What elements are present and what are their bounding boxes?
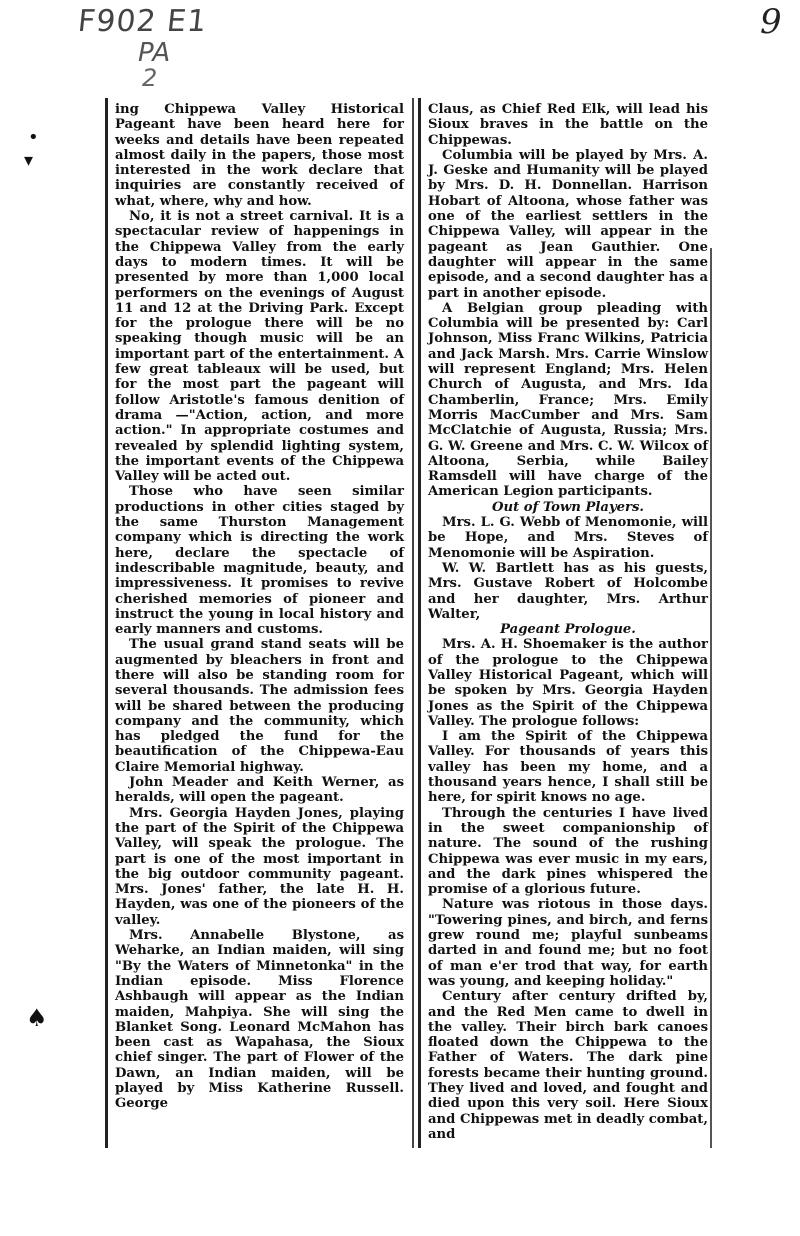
paragraph: Columbia will be played by Mrs. A. J. Geske and Humanity will be played by Mrs. D. H. Donnellan. Harrison Hobart of Altoona, whose father was one of the earliest settlers in the Chippewa Valley, will appear in the pageant as Jean Gauthier. One daughter will appear in the same episode, and a second daughter has a part in another episode. — [428, 147, 708, 301]
pa-annotation: PA — [138, 38, 171, 68]
section-heading-out-of-town-players: Out of Town Players. — [492, 499, 644, 515]
section-heading-pageant-prologue: Pageant Prologue. — [500, 622, 636, 638]
clipping-left-column — [105, 98, 410, 1148]
paragraph: Mrs. L. G. Webb of Menomonie, will be Hope, and Mrs. Steves of Menomonie will be Aspiration. — [428, 515, 708, 561]
paragraph: A Belgian group pleading with Columbia will be presented by: Carl Johnson, Miss Franc Wilkins, Patricia and Jack Marsh. Mrs. Carrie Winslow will represent England; Mrs. Helen Church of Augusta, and Mrs. Ida Chamberlin, France; Mrs. Emily Morris MacCumber and Mrs. Sam McClatchie of Augusta, Russia; Mrs. G. W. Greene and Mrs. C. W. Wilcox of Altoona, Serbia, while Bailey Ramsdell will have charge of the American Legion participants. — [428, 300, 708, 500]
paragraph: Those who have seen similar productions in other cities staged by the same Thurston Management company which is directing the work here, declare the spectacle of indescribable magnitude, beauty, and impressiveness. It promises to revive cherished memories of pioneer and instruct the young in local history and early manners and customs. — [115, 484, 404, 638]
paragraph: Century after century drifted by, and the Red Men came to dwell in the valley. Their birch bark canoes floated down the Chippewa to the Father of Waters. The dark pine forests became their hunting ground. They lived and loved, and fought and died upon this very soil. Here Sioux and Chippewas met in deadly combat, and — [428, 989, 708, 1142]
paragraph: Mrs. Annabelle Blystone, as Weharke, an Indian maiden, will sing "By the Waters of Minnetonka" in the Indian episode. Miss Florence Ashbaugh will appear as the Indian maiden, Mahpiya. She will sing the Blanket Song. Leonard McMahon has been cast as Wapahasa, the Sioux chief singer. The part of Flower of the Dawn, an Indian maiden, will be played by Miss Katherine Russell. George — [115, 928, 404, 1112]
paragraph: Nature was riotous in those days. "Towering pines, and birch, and ferns grew round me; playful sunbeams darted in and found me; but no foot of man e'er trod that way, for earth was young, and keeping holiday." — [428, 897, 708, 989]
column-divider — [412, 98, 414, 1148]
binding-mark: ♠ — [26, 1004, 48, 1032]
paragraph: John Meader and Keith Werner, as heralds, will open the pageant. — [115, 775, 404, 806]
page-number: 9 — [760, 2, 782, 42]
clipping-right-column — [418, 98, 714, 1148]
paragraph: ing Chippewa Valley Historical Pageant have been heard here for weeks and details have been repeated almost daily in the papers, those most interested in the work declare that inquiries are constantly received of what, where, why and how. — [115, 102, 404, 209]
tick-mark: ▾ — [24, 150, 34, 171]
punch-hole-mark: • — [28, 127, 39, 148]
paragraph: No, it is not a street carnival. It is a spectacular review of happenings in the Chippewa Valley from the early days to modern times. It will be presented by more than 1,000 local performers on the evenings of August 11 and 12 at the Driving Park. Except for the prologue there will be no speaking though music will be an important part of the entertainment. A few great tableaux will be used, but for the most part the pageant will follow Aristotle's famous denition of drama —"Action, action, and more action." In appropriate costumes and revealed by splendid lighting system, the important events of the Chippewa Valley will be acted out. — [115, 209, 404, 485]
catalog-code-annotation: F902 E1 — [76, 4, 209, 39]
paragraph: Mrs. Georgia Hayden Jones, playing the part of the Spirit of the Chippewa Valley, will speak the prologue. The part is one of the most important in the big outdoor community pageant. Mrs. Jones' father, the late H. H. Hayden, was one of the pioneers of the valley. — [115, 805, 404, 928]
paragraph: Through the centuries I have lived in the sweet companionship of nature. The sound of the rushing Chippewa was ever music in my ears, and the dark pines whispered the promise of a glorious future. — [428, 805, 708, 898]
paragraph: W. W. Bartlett has as his guests, Mrs. Gustave Robert of Holcombe and her daughter, Mrs. Arthur Walter, — [428, 560, 708, 622]
paragraph: Mrs. A. H. Shoemaker is the author of the prologue to the Chippewa Valley Historical Pageant, which will be spoken by Mrs. Georgia Hayden Jones as the Spirit of the Chippewa Valley. The prologue follows: — [428, 637, 708, 729]
sheet-number-annotation: 2 — [142, 64, 158, 92]
paragraph: The usual grand stand seats will be augmented by bleachers in front and there will also be standing room for several thousands. The admission fees will be shared between the producing company and the community, which has pledged the fund for the beautification of the Chippewa-Eau Claire Memorial highway. — [115, 637, 404, 775]
paragraph: I am the Spirit of the Chippewa Valley. For thousands of years this valley has been my home, and a thousand years hence, I shall still be here, for spirit knows no age. — [428, 729, 708, 806]
paragraph: Claus, as Chief Red Elk, will lead his Sioux braves in the battle on the Chippewas. — [428, 102, 708, 148]
